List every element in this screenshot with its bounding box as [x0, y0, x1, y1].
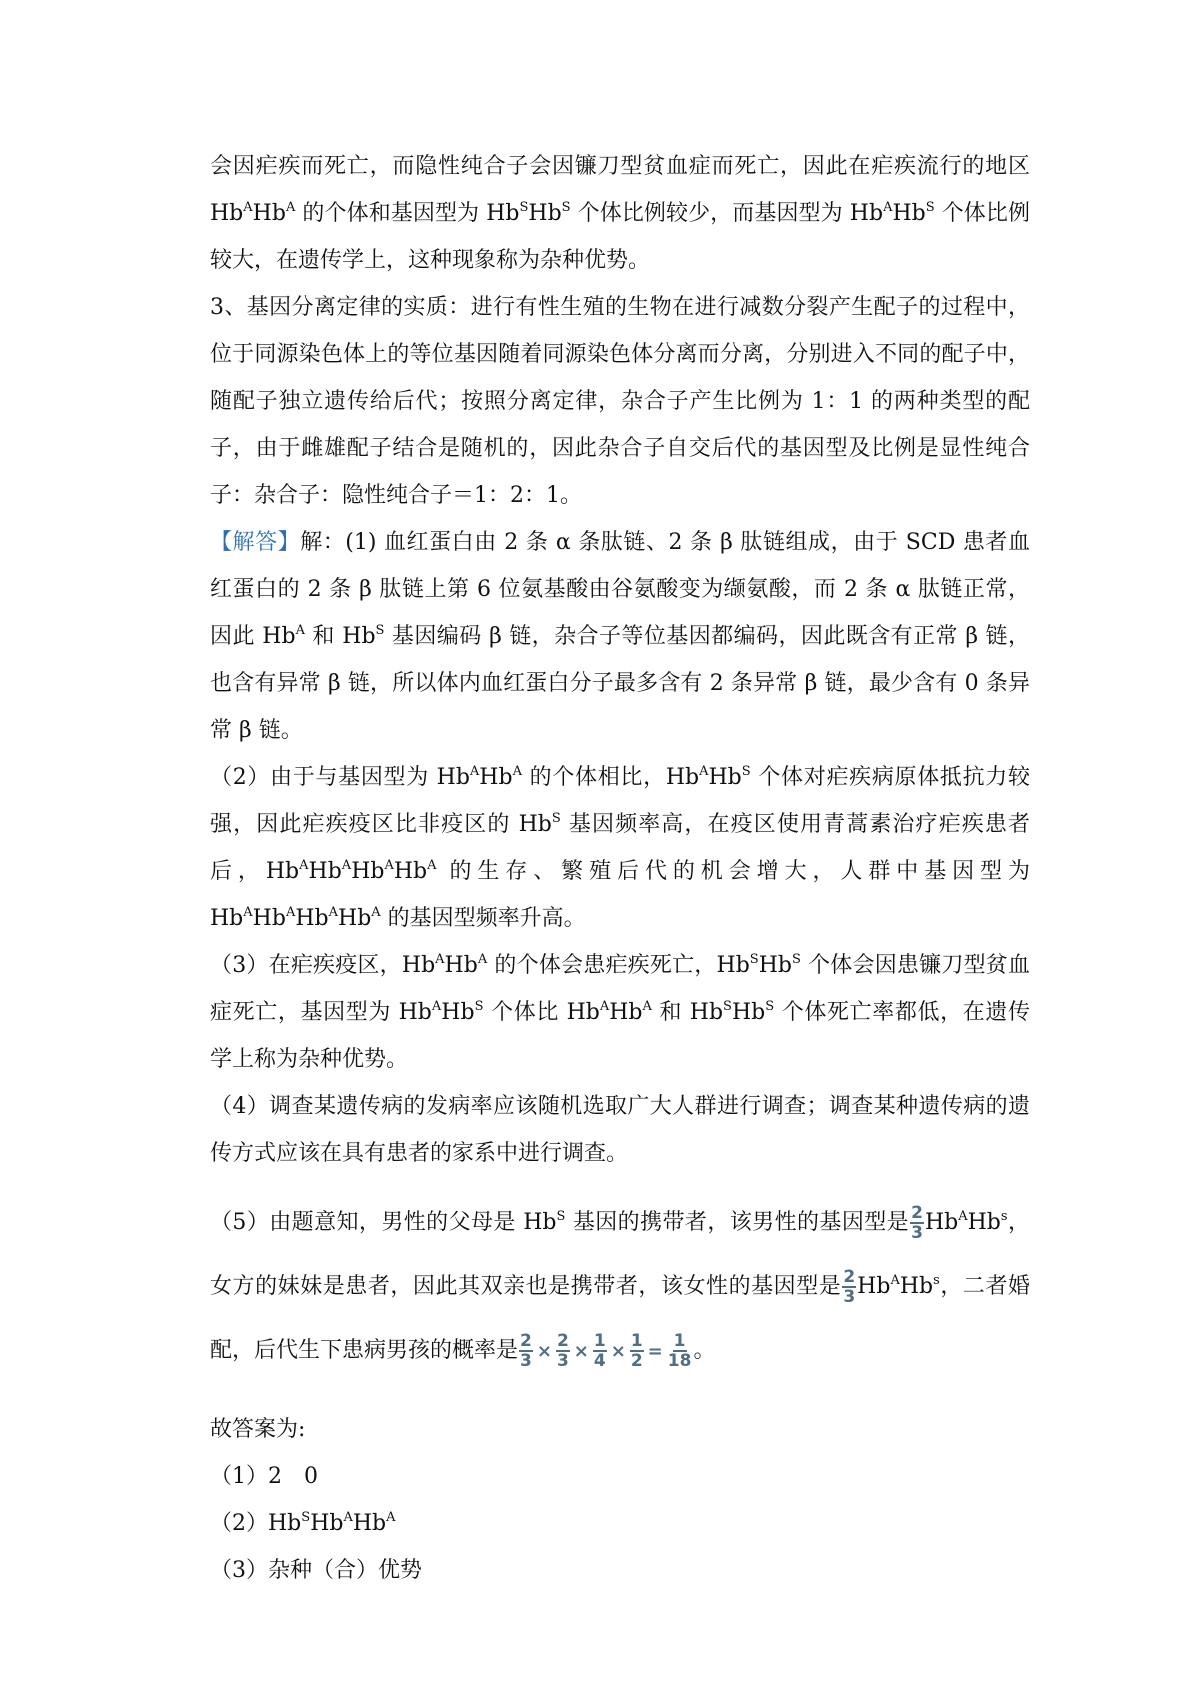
- text: Hb: [252, 201, 286, 226]
- text: 的基因型频率升高。: [380, 906, 586, 931]
- superscript: A: [699, 764, 709, 779]
- text: Hb: [310, 1511, 344, 1536]
- fraction-two-thirds: [910, 1204, 924, 1242]
- denominator: 18: [667, 1351, 692, 1371]
- text: 和 Hb: [651, 1000, 724, 1025]
- superscript: A: [243, 905, 253, 920]
- paragraph-solution-3: [210, 942, 1030, 1083]
- text: Hb: [444, 953, 478, 978]
- text: Hb: [731, 1000, 766, 1025]
- text: ，二者婚配，后代生下患病男孩的概率是: [210, 1274, 1030, 1363]
- text: ，女方的妹妹是患者，因此其双亲也是携带者，该女性的基因型是: [210, 1210, 1030, 1299]
- fraction-two-thirds: [556, 1332, 570, 1370]
- text: Hb: [351, 859, 385, 884]
- answer-intro: 故答案为:: [210, 1417, 306, 1442]
- text: 的个体相比，Hb: [521, 765, 700, 790]
- text: Hb: [393, 859, 428, 884]
- superscript: s: [1000, 1209, 1008, 1224]
- text: Hb: [210, 201, 244, 226]
- fraction-two-thirds: [842, 1268, 856, 1306]
- superscript: S: [551, 811, 561, 826]
- times-sign: ×: [536, 1341, 552, 1362]
- numerator: 1: [593, 1331, 606, 1351]
- paragraph-solution-1: [210, 519, 1030, 754]
- superscript: A: [384, 858, 394, 873]
- text: 个体比例较大，在遗传学上，这种现象称为杂种优势。: [210, 201, 1030, 273]
- text: 的个体和基因型为 Hb: [295, 201, 520, 226]
- superscript: A: [386, 1510, 396, 1525]
- answer-3: （3）杂种（合）优势: [210, 1558, 422, 1583]
- text: Hb: [338, 906, 372, 931]
- superscript: A: [599, 999, 610, 1014]
- text: 个体比例较少，而基因型为 Hb: [570, 201, 884, 226]
- text: Hb: [708, 765, 742, 790]
- denominator: 3: [556, 1351, 569, 1371]
- superscript: s: [933, 1273, 940, 1288]
- superscript: S: [519, 200, 529, 215]
- text: Hb: [609, 1000, 643, 1025]
- paragraph-heterozygote-advantage: [210, 143, 1030, 284]
- text: 。: [693, 1338, 716, 1363]
- paragraph-solution-4: （4）调查某遗传病的发病率应该随机选取广大人群进行调查；调查某种遗传病的遗传方式应该在具有患者的家系中进行调查。: [210, 1094, 1030, 1166]
- superscript: A: [435, 952, 445, 967]
- text: （3）在疟疾疫区，Hb: [210, 953, 436, 978]
- numerator: 1: [630, 1331, 643, 1351]
- superscript: S: [723, 999, 732, 1014]
- text: 和 Hb: [304, 624, 376, 649]
- paragraph-solution-2: [210, 754, 1030, 942]
- text: Hb: [924, 1210, 959, 1235]
- text: Hb: [352, 1511, 387, 1536]
- text: Hb: [967, 1210, 1001, 1235]
- superscript: A: [477, 952, 488, 967]
- text: 基因频率高，在疫区使用青蒿素治疗疟疾患者后，Hb: [210, 812, 1030, 884]
- superscript: A: [371, 905, 381, 920]
- numerator: 2: [520, 1331, 532, 1351]
- superscript: S: [925, 200, 935, 215]
- superscript: A: [343, 1510, 353, 1525]
- denominator: 3: [520, 1351, 532, 1371]
- equals-sign: =: [647, 1341, 663, 1362]
- superscript: S: [375, 623, 385, 638]
- answer-1: （1）2 0: [210, 1464, 318, 1489]
- text: 基因编码 β 链，杂合子等位基因都编码，因此既含有正常 β 链，也含有异常 β 链，所以体内血红蛋白分子最多含有 2 条异常 β 链，最少含有 0 条异常 β 链。: [210, 624, 1030, 743]
- paragraph-segregation-law: 3、基因分离定律的实质：进行有性生殖的生物在进行减数分裂产生配子的过程中，位于同源染色体上的等位基因随着同源染色体分离而分离，分别进入不同的配子中，随配子独立遗传给后代；按照分离定律，杂合子产生比例为 1：1 的两种类型的配子，由于雌雄配子结合是随机的，因此杂合子自交后代的基因型及比例是显性纯合子：杂合子：隐性纯合子＝1：2：1。: [210, 295, 1030, 508]
- denominator: 4: [593, 1351, 606, 1371]
- text: 会因疟疾而死亡，而隐性纯合子会因镰刀型贫血症而死亡，因此在疟疾流行的地区: [210, 154, 1030, 179]
- text: Hb: [252, 906, 286, 931]
- text: 个体死亡率都低，在遗传学上称为杂种优势。: [210, 1000, 1030, 1072]
- denominator: 3: [843, 1287, 856, 1307]
- superscript: A: [642, 999, 652, 1014]
- times-sign: ×: [573, 1341, 589, 1362]
- numerator: 2: [556, 1331, 569, 1351]
- text: 个体比 Hb: [483, 1000, 600, 1025]
- superscript: A: [427, 858, 437, 873]
- numerator: 2: [843, 1267, 856, 1287]
- superscript: A: [285, 905, 296, 920]
- text: 个体对疟疾病原体抵抗力较强，因此疟疾疫区比非疫区的 Hb: [210, 765, 1030, 837]
- superscript: S: [301, 1510, 311, 1525]
- superscript: A: [243, 200, 253, 215]
- denominator: 2: [630, 1351, 643, 1371]
- text: （2）Hb: [210, 1511, 302, 1536]
- times-sign: ×: [610, 1341, 626, 1362]
- superscript: A: [299, 858, 309, 873]
- superscript: A: [431, 999, 442, 1014]
- text: 基因的携带者，该男性的基因型是: [565, 1210, 910, 1235]
- superscript: S: [556, 1209, 566, 1224]
- text: （5）由题意知，男性的父母是 Hb: [210, 1210, 557, 1235]
- text: Hb: [479, 765, 513, 790]
- superscript: A: [328, 905, 339, 920]
- text: Hb: [295, 906, 329, 931]
- superscript: A: [512, 764, 522, 779]
- text: 个体会因患镰刀型贫血症死亡，基因型为 Hb: [210, 953, 1030, 1025]
- paragraph-solution-5: [210, 1191, 1030, 1384]
- fraction-one-half: [630, 1332, 644, 1370]
- superscript: S: [791, 952, 801, 967]
- fraction-two-thirds: [519, 1332, 533, 1370]
- text: Hb: [857, 1274, 891, 1299]
- text: Hb: [441, 1000, 475, 1025]
- superscript: S: [474, 999, 484, 1014]
- solution-tag: 【解答】: [210, 530, 301, 555]
- text: Hb: [892, 201, 926, 226]
- superscript: A: [958, 1209, 968, 1224]
- superscript: A: [295, 623, 305, 638]
- numerator: 2: [911, 1203, 923, 1223]
- numerator: 1: [673, 1331, 686, 1351]
- superscript: S: [765, 999, 775, 1014]
- superscript: S: [749, 952, 759, 967]
- superscript: S: [561, 200, 571, 215]
- document-page: [210, 143, 1030, 1594]
- denominator: 3: [911, 1223, 923, 1243]
- superscript: A: [883, 200, 893, 215]
- text: Hb: [758, 953, 792, 978]
- text: Hb: [899, 1274, 934, 1299]
- superscript: A: [890, 1273, 900, 1288]
- text: Hb: [308, 859, 342, 884]
- fraction-one-eighteenth: [667, 1332, 693, 1370]
- text: 解：(1) 血红蛋白由 2 条 α 条肽链、2 条 β 肽链组成，由于 SCD 患者血红蛋白的 2 条 β 肽链上第 6 位氨基酸由谷氨酸变为缬氨酸，而 2 条 α 肽链正常，因此 Hb: [210, 530, 1030, 649]
- superscript: S: [741, 764, 751, 779]
- text: 的生存、繁殖后代的机会增大，人群中基因型为 Hb: [210, 859, 1030, 931]
- fraction-one-quarter: [593, 1332, 607, 1370]
- superscript: A: [469, 764, 480, 779]
- superscript: A: [341, 858, 352, 873]
- text: Hb: [528, 201, 562, 226]
- superscript: A: [285, 200, 296, 215]
- answer-2: [210, 1500, 1030, 1547]
- text: （2）由于与基因型为 Hb: [210, 765, 470, 790]
- text: 的个体会患疟疾死亡，Hb: [487, 953, 750, 978]
